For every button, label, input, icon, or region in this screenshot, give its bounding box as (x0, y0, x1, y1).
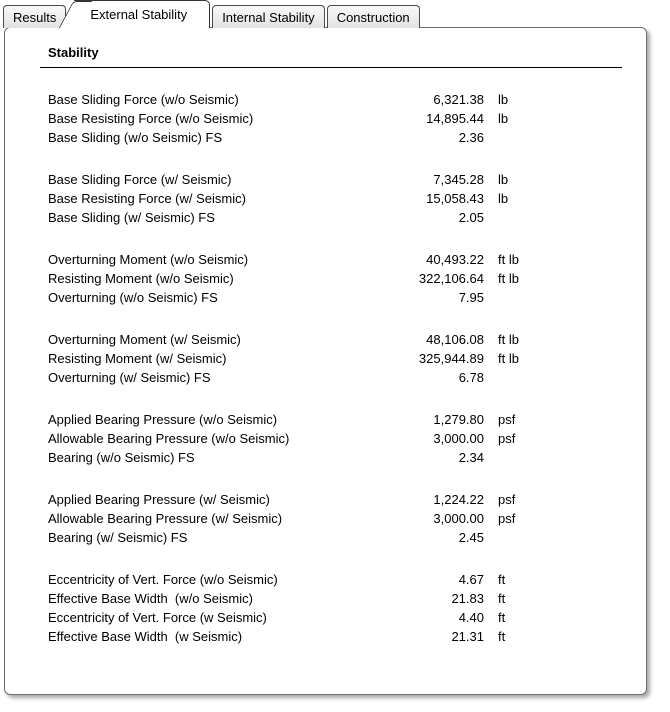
stability-row (5, 349, 646, 368)
external-stability-page (4, 27, 647, 695)
row-label: Effective Base Width (w/o Seismic) (48, 591, 253, 606)
row-label: Base Sliding (w/ Seismic) FS (48, 210, 215, 225)
row-value: 3,000.00 (433, 511, 484, 526)
tab-results-label: Results (13, 9, 57, 25)
stability-group (5, 250, 646, 307)
stability-group (5, 170, 646, 227)
row-value: 7,345.28 (433, 172, 484, 187)
row-unit: ft lb (498, 252, 519, 267)
stability-row (5, 528, 646, 547)
row-unit: ft (498, 629, 506, 644)
row-label: Resisting Moment (w/ Seismic) (48, 351, 227, 366)
stability-row (5, 429, 646, 448)
row-value: 15,058.43 (426, 191, 484, 206)
row-label: Base Sliding Force (w/o Seismic) (48, 92, 239, 107)
stability-row (5, 208, 646, 227)
stability-row (5, 288, 646, 307)
row-value: 7.95 (458, 290, 484, 305)
row-value: 4.40 (458, 610, 484, 625)
stability-row (5, 627, 646, 646)
row-label: Bearing (w/o Seismic) FS (48, 450, 195, 465)
stability-row (5, 368, 646, 387)
stability-row (5, 128, 646, 147)
stability-row (5, 109, 646, 128)
row-unit: lb (498, 92, 509, 107)
row-unit: psf (498, 511, 516, 526)
row-value: 40,493.22 (426, 252, 484, 267)
stability-rows (5, 90, 646, 646)
tab-bar (0, 0, 670, 28)
stability-group (5, 570, 646, 646)
stability-group (5, 330, 646, 387)
stability-row (5, 269, 646, 288)
stability-row (5, 90, 646, 109)
row-label: Overturning (w/ Seismic) FS (48, 370, 211, 385)
stability-row (5, 448, 646, 467)
tab-external-stability[interactable] (74, 0, 210, 28)
row-unit: ft lb (498, 271, 519, 286)
row-label: Base Sliding Force (w/ Seismic) (48, 172, 232, 187)
row-label: Overturning (w/o Seismic) FS (48, 290, 218, 305)
stability-row (5, 589, 646, 608)
stability-row (5, 490, 646, 509)
stability-row (5, 509, 646, 528)
stability-row (5, 330, 646, 349)
row-unit: ft (498, 610, 506, 625)
tab-external-stability-label: External Stability (90, 7, 188, 22)
row-value: 21.83 (451, 591, 484, 606)
row-unit: lb (498, 172, 509, 187)
row-label: Base Resisting Force (w/o Seismic) (48, 111, 254, 126)
row-value: 6.78 (458, 370, 484, 385)
row-label: Allowable Bearing Pressure (w/ Seismic) (48, 511, 283, 526)
section-title: Stability (48, 45, 99, 60)
section-divider (40, 67, 622, 68)
row-label: Eccentricity of Vert. Force (w Seismic) (48, 610, 267, 625)
stability-row (5, 608, 646, 627)
row-value: 6,321.38 (433, 92, 484, 107)
row-label: Applied Bearing Pressure (w/ Seismic) (48, 492, 270, 507)
row-unit: ft lb (498, 332, 519, 347)
row-value: 1,224.22 (433, 492, 484, 507)
row-unit: psf (498, 412, 516, 427)
row-value: 2.05 (458, 210, 484, 225)
row-unit: psf (498, 431, 516, 446)
stability-group (5, 410, 646, 467)
row-label: Overturning Moment (w/o Seismic) (48, 252, 249, 267)
row-value: 21.31 (451, 629, 484, 644)
row-label: Applied Bearing Pressure (w/o Seismic) (48, 412, 278, 427)
tab-results[interactable] (3, 5, 66, 28)
row-label: Eccentricity of Vert. Force (w/o Seismic) (48, 572, 278, 587)
row-value: 2.34 (458, 450, 484, 465)
row-value: 322,106.64 (418, 271, 484, 286)
row-unit: psf (498, 492, 516, 507)
row-unit: ft (498, 572, 506, 587)
row-label: Overturning Moment (w/ Seismic) (48, 332, 241, 347)
tab-internal-stability[interactable] (212, 5, 325, 28)
stability-row (5, 189, 646, 208)
row-unit: lb (498, 191, 509, 206)
row-unit: ft (498, 591, 506, 606)
stability-group (5, 90, 646, 147)
stability-row (5, 250, 646, 269)
stability-group (5, 490, 646, 547)
row-value: 2.36 (458, 130, 484, 145)
row-label: Resisting Moment (w/o Seismic) (48, 271, 234, 286)
row-label: Effective Base Width (w Seismic) (48, 629, 243, 644)
tab-internal-stability-label: Internal Stability (222, 9, 315, 25)
stability-row (5, 570, 646, 589)
row-value: 4.67 (458, 572, 484, 587)
row-value: 14,895.44 (426, 111, 484, 126)
row-value: 3,000.00 (433, 431, 484, 446)
row-value: 1,279.80 (433, 412, 484, 427)
tab-construction-label: Construction (336, 9, 410, 25)
row-value: 325,944.89 (418, 351, 484, 366)
tab-construction[interactable] (327, 5, 420, 28)
row-unit: ft lb (498, 351, 519, 366)
row-value: 2.45 (458, 530, 484, 545)
row-label: Base Resisting Force (w/ Seismic) (48, 191, 246, 206)
row-label: Bearing (w/ Seismic) FS (48, 530, 188, 545)
stability-row (5, 410, 646, 429)
row-unit: lb (498, 111, 509, 126)
row-label: Base Sliding (w/o Seismic) FS (48, 130, 223, 145)
row-value: 48,106.08 (426, 332, 484, 347)
stability-row (5, 170, 646, 189)
row-label: Allowable Bearing Pressure (w/o Seismic) (48, 431, 290, 446)
